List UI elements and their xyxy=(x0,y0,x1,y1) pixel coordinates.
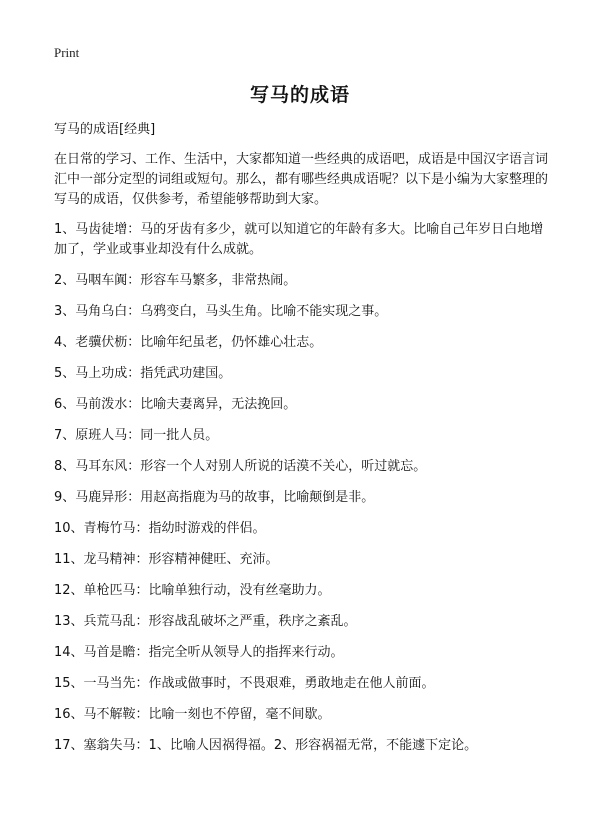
intro-paragraph: 在日常的学习、工作、生活中，大家都知道一些经典的成语吧，成语是中国汉字语言词汇中一部分定型的词组或短句。那么，都有哪些经典成语呢？以下是小编为大家整理的写马的成语，仅供参考，希望能够帮助到大家。 xyxy=(54,152,549,207)
print-link[interactable]: Print xyxy=(54,45,80,60)
idiom-item: 12、单枪匹马：比喻单独行动，没有丝毫助力。 xyxy=(54,583,331,598)
idiom-item: 10、青梅竹马：指幼时游戏的伴侣。 xyxy=(54,521,266,536)
article-body xyxy=(54,120,548,767)
idiom-item: 3、马角乌白：乌鸦变白，马头生角。比喻不能实现之事。 xyxy=(54,304,388,319)
idiom-item: 14、马首是瞻：指完全听从领导人的指挥来行动。 xyxy=(54,645,344,660)
article-subtitle: 写马的成语[经典] xyxy=(54,122,156,137)
idiom-item: 1、马齿徒增：马的牙齿有多少，就可以知道它的年龄有多大。比喻自己年岁日白地增加了，学业或事业却没有什么成就。 xyxy=(54,222,544,257)
idiom-item: 16、马不解鞍：比喻一刻也不停留，毫不间歇。 xyxy=(54,707,331,722)
idiom-item: 17、塞翁失马：1、比喻人因祸得福。2、形容祸福无常，不能遽下定论。 xyxy=(54,738,478,753)
idiom-item: 2、马咽车阗：形容车马繁多，非常热闹。 xyxy=(54,273,297,288)
page-title: 写马的成语 xyxy=(249,84,350,106)
idiom-item: 4、老骥伏枥：比喻年纪虽老，仍怀雄心壮志。 xyxy=(54,335,323,350)
idiom-item: 15、一马当先：作战或做事时，不畏艰难，勇敢地走在他人前面。 xyxy=(54,676,435,691)
idiom-item: 7、原班人马：同一批人员。 xyxy=(54,428,219,443)
idiom-item: 11、龙马精神：形容精神健旺、充沛。 xyxy=(54,552,279,567)
idiom-item: 13、兵荒马乱：形容战乱破坏之严重，秩序之紊乱。 xyxy=(54,614,357,629)
idiom-list xyxy=(54,220,548,756)
idiom-item: 8、马耳东风：形容一个人对别人所说的话漠不关心，听过就忘。 xyxy=(54,459,427,474)
idiom-item: 9、马鹿异形：用赵高指鹿为马的故事，比喻颠倒是非。 xyxy=(54,490,375,505)
idiom-item: 5、马上功成：指凭武功建国。 xyxy=(54,366,232,381)
idiom-item: 6、马前泼水：比喻夫妻离异，无法挽回。 xyxy=(54,397,297,412)
